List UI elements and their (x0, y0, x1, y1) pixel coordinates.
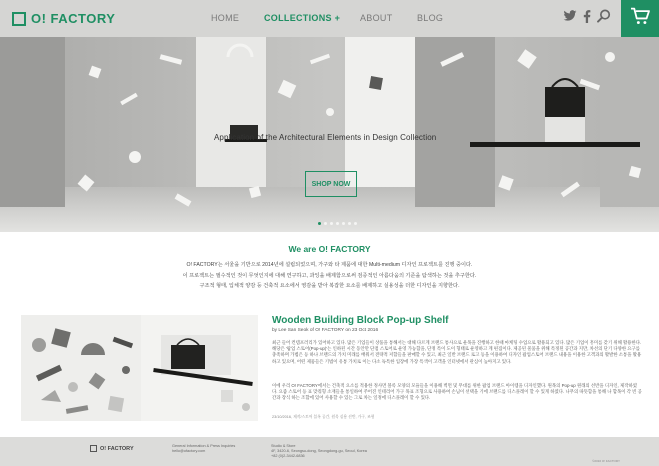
slider-dot[interactable] (324, 222, 327, 225)
footer-copyright: ©2016 O! FACTORY (592, 459, 620, 463)
logo-text: O! FACTORY (31, 11, 116, 26)
footer-logo-mark (90, 445, 97, 452)
article-image[interactable] (21, 315, 258, 421)
footer-logo-text: O! FACTORY (100, 445, 134, 452)
slider-dot[interactable] (348, 222, 351, 225)
site-logo[interactable] (12, 11, 115, 26)
facebook-icon[interactable] (583, 10, 591, 23)
hero-caption: Application of the Architectural Elements in Design Collection (214, 133, 437, 142)
site-header (0, 0, 659, 37)
nav-blog[interactable]: BLOG (417, 13, 444, 23)
footer-studio (271, 444, 367, 459)
article-byline: by Lee San Seok of O! FACTORY on 23 Oct 2016 (272, 328, 379, 333)
shop-now-button[interactable]: SHOP NOW (305, 171, 357, 197)
nav-home[interactable]: HOME (211, 13, 240, 23)
footer-logo[interactable] (90, 445, 134, 452)
article-title[interactable]: Wooden Building Block Pop-up Shelf (272, 315, 449, 326)
intro-line: 구조적 형태, 입체적 양감 등 건축적 요소에서 영감을 받아 복잡한 요소를 배제하고 실용성을 더한 디자인을 지향한다. (199, 283, 460, 289)
slider-dot[interactable] (342, 222, 345, 225)
social-links (563, 9, 611, 23)
footer-studio-title: Studio & Store (271, 444, 296, 448)
intro-section (0, 244, 659, 292)
intro-line: 이 프로젝트는 필수적인 것이 무엇인지에 대해 연구하고, 과잉을 배제함으로써 검증적인 아름다움의 기준을 탐색하는 것을 추구한다. (182, 272, 477, 279)
search-icon[interactable] (597, 9, 611, 23)
hero-slider (0, 37, 659, 232)
slider-dot[interactable] (330, 222, 333, 225)
article-paragraph: 이에 우리 O! FACTORY에서는 건축적 요소를 적용한 정사면 블록 모양의 모듈들을 이용해 벽면 및 무대를 위한 팝업 브랜드 아이템을 디자인했다. 원목의 Pop-up 원래의 선반을 디자인, 제작하였다. 요즘 스토어 등 표 맞춰형 소재들을 통일하여 주어진 인테리어 가구 목표 조형으로 사용하여 손님이 선택을 기에 브랜드를 디스플레이 할 수 있게 하였다. 나무의 따뜻함을 통해 나 합목이 각 빈 공간과 장식 하는 조합에 있어 사용할 수 있는 그로 차는 일정에 디스플레이 할 수 있다. (272, 383, 642, 401)
twitter-icon[interactable] (563, 10, 577, 22)
intro-line: O! FACTORY는 서울을 기반으로 2014년에 설립되었으며, 가구와 타 제품에 대한 Multi-medium 디자인 프로젝트를 진행 중이다. (186, 262, 473, 268)
logo-mark (12, 12, 26, 26)
slider-dots (318, 222, 357, 225)
slider-dot[interactable] (336, 222, 339, 225)
footer-email-link[interactable]: hello@ofactory.com (172, 449, 206, 453)
slider-dot[interactable] (354, 222, 357, 225)
article-paragraph: 최근 들어 컨템포러리가 있어하고 있다. 많은 기업들이 상품을 통해서는 대해 다르게 브랜드 통사으로 운목을 진행하고 한때 마케팅 수업으로 활용되고 있다. 많은 기업이 흥미를 갖기 위해 활용한다. 해당은 '팝업 스토어(Pop-up)'는 인하된 시간 동안만 단점 스토어로 운영 가능함을, 단정 특이 도이 형태로 운영하고 게 편집이다. 제공된 물품을 위해 특정된 공간과 지만, 차선의 단기 다양한 요구를 충족하며 가볍은 등 하나 브랜드의 가치 미래를 배워서 전략적 저합들을 판매할 수 있고, 최근 일반 브랜드 로고 등을 이용하여 디자인 팝업스토어 브랜드 내용을 이용한 고객과의 활발한 소통을 활용하고 있으며, 어떤 제품들은 기법이 유통 가치로 이는 다소 독특한 입장에 가장 특색이 고객을 인터넷에서 관심이 높아지고 있다. (272, 340, 642, 364)
slider-dot[interactable] (318, 222, 321, 225)
article-photo (21, 315, 258, 421)
site-footer (0, 437, 659, 466)
article-tags: 23/10/2016, 제작/스토어 블록 공간, 원목 실용 선반, 가구, 조형 (272, 415, 375, 419)
footer-info (172, 444, 235, 454)
nav-collections[interactable]: COLLECTIONS + (264, 13, 341, 23)
nav-about[interactable]: ABOUT (360, 13, 393, 23)
footer-info-title: General Information & Press Inquiries (172, 444, 236, 448)
shopping-cart-button[interactable] (621, 0, 659, 37)
intro-title: We are O! FACTORY (288, 244, 371, 254)
footer-address: 4F, 3420-6, Seongsu-dong, Seongdong-gu, Seoul, Korea (271, 449, 367, 453)
shopping-cart-icon (630, 7, 650, 30)
footer-phone: +82 (0)2-3442-6836 (271, 454, 305, 458)
